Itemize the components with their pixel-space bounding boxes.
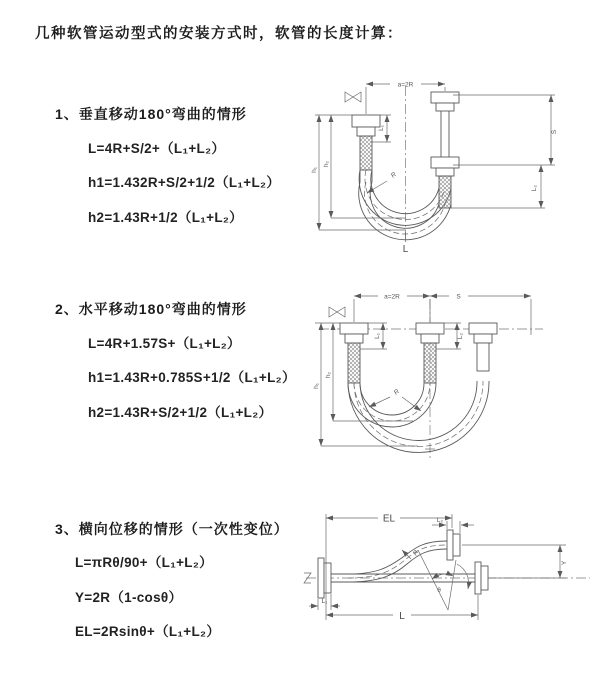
dim-label-l2: L₂ (457, 332, 464, 340)
dim-label-s: S (551, 129, 558, 135)
valve-icon (329, 307, 345, 317)
dim-label-l2: L₂ (436, 517, 444, 524)
section-2-formula-L: L=4R+1.57S+（L₁+L₂） (88, 336, 241, 351)
diagram-lateral-displacement (298, 500, 598, 652)
section-3-formula-L: L=πRθ/90+（L₁+L₂） (75, 555, 213, 570)
dim-l1 (309, 594, 340, 610)
section-2-formula-h2: h2=1.43R+S/2+1/2（L₁+L₂） (88, 405, 273, 420)
section-1-formula-L: L=4R+S/2+（L₁+L₂） (88, 141, 226, 156)
section-3-heading: 3、横向位移的情形（一次性变位） (55, 521, 289, 537)
diagram-vertical-180-bend (303, 70, 598, 262)
valve-icon (345, 92, 361, 102)
right-flange (475, 562, 488, 594)
middle-flange-assembly (416, 323, 444, 383)
section-1-formula-h2: h2=1.43R+1/2（L₁+L₂） (88, 210, 243, 225)
radius-label: R (389, 171, 398, 180)
dim-label-h2: h₂ (323, 160, 330, 168)
left-flange-assembly (352, 115, 380, 170)
diagram-horizontal-180-bend (303, 283, 598, 468)
right-flange-assembly (431, 92, 459, 208)
page-title: 几种软管运动型式的安装方式时，软管的长度计算： (35, 26, 403, 42)
dim-label-l1: L₁ (378, 125, 385, 131)
dim-label-el: EL (382, 513, 396, 525)
theta-label: θ (437, 587, 441, 594)
section-1-heading: 1、垂直移动180°弯曲的情形 (55, 106, 247, 122)
dim-label-l: L (399, 611, 405, 622)
section-3-formula-EL: EL=2Rsinθ+（L₁+L₂） (75, 624, 221, 639)
dim-label-l2: L₂ (531, 184, 538, 192)
length-label: L (402, 244, 409, 255)
right-flange-assembly (469, 323, 497, 371)
dim-label-h1: h₁ (311, 167, 318, 173)
dim-label-y: Y (561, 560, 568, 566)
dim-label-l1: L₁ (374, 333, 381, 339)
dim-s-l2 (451, 95, 558, 208)
dim-l (326, 595, 478, 622)
dim-label-h2: h₂ (325, 371, 332, 379)
dim-el (326, 514, 452, 621)
section-2-formula-h1: h1=1.43R+0.785S+1/2（L₁+L₂） (88, 370, 296, 385)
section-3-formula-Y: Y=2R（1-cosθ） (75, 590, 183, 605)
dim-label-s: S (456, 293, 461, 301)
dim-label-a2r: a=2R (384, 293, 400, 301)
dim-label-h1: h₁ (313, 383, 320, 389)
section-1-formula-h1: h1=1.432R+S/2+1/2（L₁+L₂） (88, 175, 281, 190)
displaced-flange (447, 530, 460, 560)
hose-u-bend (359, 170, 451, 240)
dim-label-l1: L₁ (321, 598, 328, 605)
angle-construction (418, 550, 469, 610)
dim-label-a2r: a=2R (397, 81, 414, 89)
dim-h1-h2 (313, 323, 418, 446)
s-curve-hose (348, 541, 447, 582)
section-2-heading: 2、水平移动180°弯曲的情形 (55, 301, 247, 317)
length-callout (403, 232, 409, 255)
hose-u-bends (348, 381, 489, 452)
radius-label: R (411, 549, 421, 558)
left-flange-assembly (340, 323, 368, 383)
radius-label: R (392, 388, 401, 397)
